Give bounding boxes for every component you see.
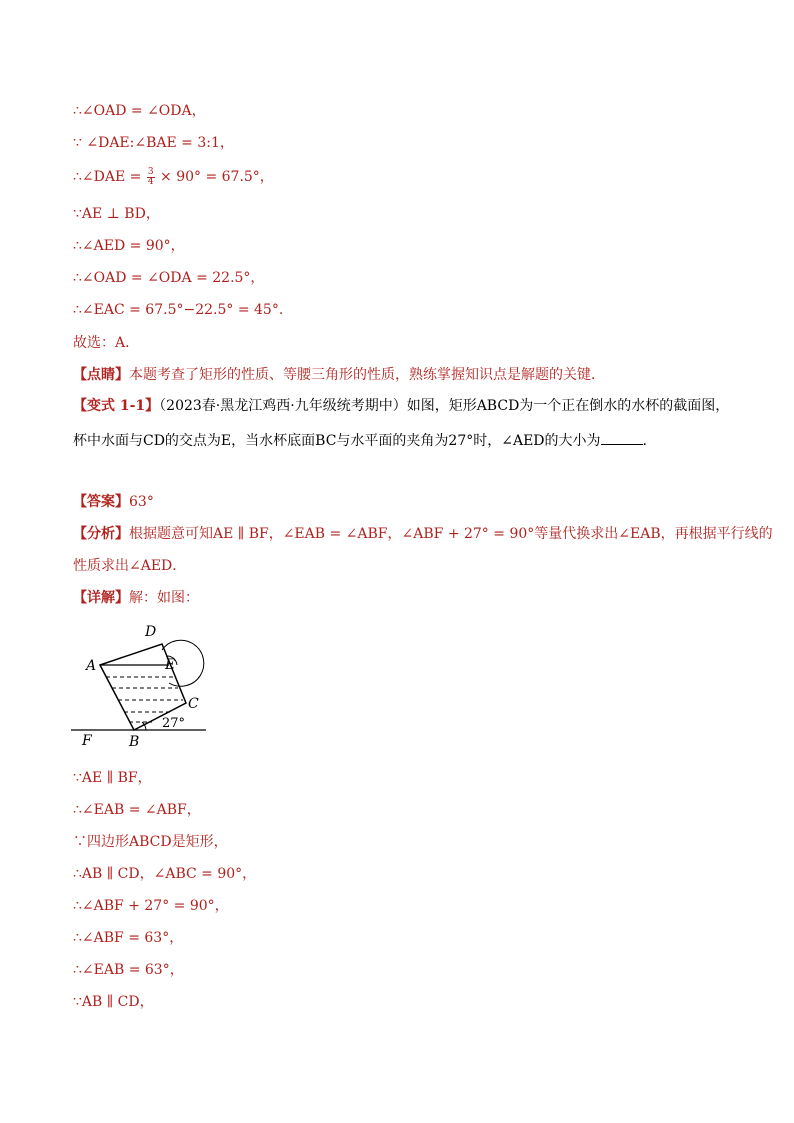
proof-line-4: ∵AE ⊥ BD， bbox=[73, 206, 160, 222]
answer-line: 【答案】63° bbox=[73, 494, 154, 510]
label-e: E bbox=[165, 657, 176, 673]
variant-line-1: 【变式 1-1】（2023春·黑龙江鸡西·九年级统考期中）如图，矩形ABCD为一个正在倒水的水杯的截面图， bbox=[73, 398, 730, 414]
solution-line-2: ∴∠EAB = ∠ABF， bbox=[73, 802, 201, 818]
figure-lines bbox=[71, 640, 206, 730]
proof-line-1: ∴∠OAD = ∠ODA， bbox=[73, 103, 206, 119]
label-d: D bbox=[145, 624, 157, 640]
solution-line-6: ∴∠ABF = 63°， bbox=[73, 930, 184, 946]
solution-line-3: ∵四边形ABCD是矩形， bbox=[73, 834, 228, 850]
proof-line-7: ∴∠EAC = 67.5°−22.5° = 45°. bbox=[73, 302, 284, 318]
label-c: C bbox=[188, 696, 199, 712]
analysis-line-2: 性质求出∠AED． bbox=[73, 558, 187, 574]
tip-line: 【点睛】本题考查了矩形的性质、等腰三角形的性质，熟练掌握知识点是解题的关键． bbox=[73, 367, 605, 383]
analysis-line-1: 【分析】根据题意可知AE ∥ BF，∠EAB = ∠ABF，∠ABF + 27° = 90°等量代换求出∠EAB，再根据平行线的 bbox=[73, 526, 773, 542]
angle-label: 27° bbox=[162, 716, 186, 731]
solution-line-4: ∴AB ∥ CD，∠ABC = 90°， bbox=[73, 866, 257, 882]
solution-line-5: ∴∠ABF + 27° = 90°， bbox=[73, 898, 229, 914]
label-f: F bbox=[82, 733, 92, 749]
proof-line-2: ∵ ∠DAE:∠BAE = 3:1， bbox=[73, 135, 234, 151]
solution-line-7: ∴∠EAB = 63°， bbox=[73, 962, 184, 978]
proof-line-3: ∴∠DAE = $\frac{3}{4}$ × 90° = 67.5°， bbox=[73, 166, 274, 187]
solution-line-1: ∵AE ∥ BF， bbox=[73, 770, 152, 786]
figure-labels bbox=[81, 624, 199, 750]
label-a: A bbox=[86, 658, 97, 674]
label-b: B bbox=[129, 734, 140, 750]
answer-blank bbox=[601, 432, 643, 445]
cup-figure bbox=[66, 620, 216, 750]
detail-line: 【详解】解：如图： bbox=[73, 590, 199, 606]
fraction: $\frac{3}{4}$ bbox=[147, 166, 154, 187]
proof-line-5: ∴∠AED = 90°， bbox=[73, 238, 185, 254]
variant-line-2: 杯中水面与CD的交点为E，当水杯底面BC与水平面的夹角为27°时，∠AED的大小为 . bbox=[73, 433, 647, 449]
proof-line-6: ∴∠OAD = ∠ODA = 22.5°， bbox=[73, 270, 265, 286]
solution-line-8: ∵AB ∥ CD， bbox=[73, 994, 154, 1010]
choice-line: 故选：A． bbox=[73, 335, 140, 351]
